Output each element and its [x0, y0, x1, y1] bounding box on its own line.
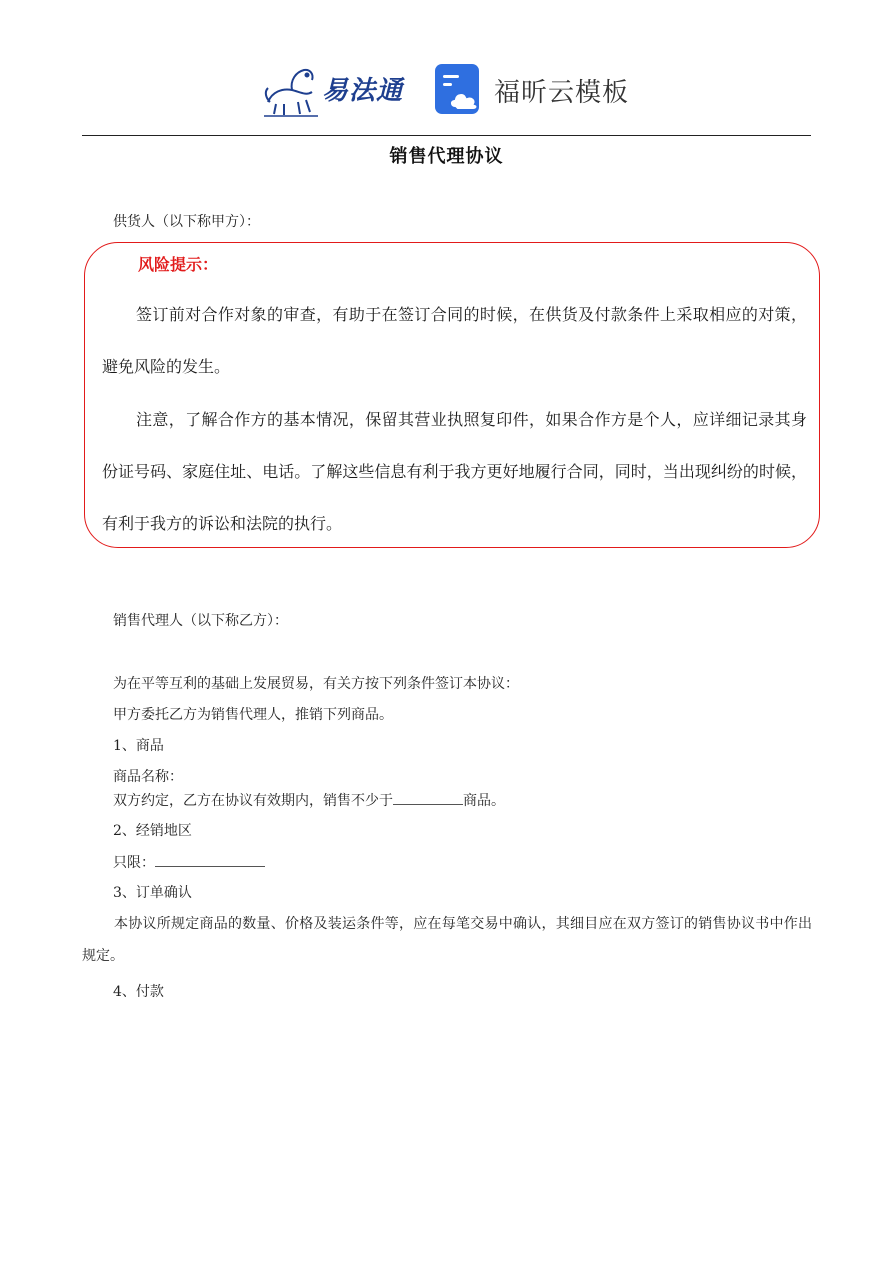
header-divider — [82, 135, 811, 136]
section-1-heading: 1、商品 — [113, 738, 164, 754]
intro-text: 为在平等互利的基础上发展贸易，有关方按下列条件签订本协议： — [113, 676, 519, 692]
quantity-blank — [393, 790, 463, 805]
document-title: 销售代理协议 — [389, 146, 504, 167]
quantity-prefix: 双方约定，乙方在协议有效期内，销售不少于 — [113, 793, 393, 809]
fuxin-cloud-icon — [435, 64, 485, 116]
supplier-line: 供货人（以下称甲方）： — [113, 214, 260, 230]
risk-paragraph-1: 签订前对合作对象的审查，有助于在签订合同的时候，在供货及付款条件上采取相应的对策，避免风险的发生。 — [102, 305, 807, 376]
agent-line: 销售代理人（以下称乙方）： — [113, 613, 288, 629]
risk-paragraph-2: 注意，了解合作方的基本情况，保留其营业执照复印件，如果合作方是个人，应详细记录其身份证号码、家庭住址、电话。了解这些信息有利于我方更好地履行合同，同时，当出现纠纷的时候，有利于我方的诉讼和法院的执行。 — [102, 410, 807, 533]
order-confirm-text: 本协议所规定商品的数量、价格及装运条件等，应在每笔交易中确认，其细目应在双方签订的销售协议书中作出规定。 — [82, 916, 812, 964]
quantity-line — [113, 790, 505, 811]
risk-heading: 风险提示： — [138, 255, 219, 274]
entrust-text: 甲方委托乙方为销售代理人，推销下列商品。 — [113, 707, 393, 723]
region-limit-line — [113, 852, 265, 873]
header-logos — [262, 60, 642, 120]
fuxin-logo-text: 福昕云模板 — [494, 78, 630, 108]
section-2-heading: 2、经销地区 — [113, 823, 192, 839]
region-blank — [155, 852, 265, 867]
section-3-heading: 3、订单确认 — [113, 885, 192, 901]
quantity-suffix: 商品。 — [463, 793, 505, 809]
region-limit-label: 只限： — [113, 855, 155, 871]
yifatong-logo-text: 易法通 — [322, 76, 404, 106]
section-4-heading: 4、付款 — [113, 984, 164, 1000]
product-name-line: 商品名称： — [113, 769, 183, 785]
